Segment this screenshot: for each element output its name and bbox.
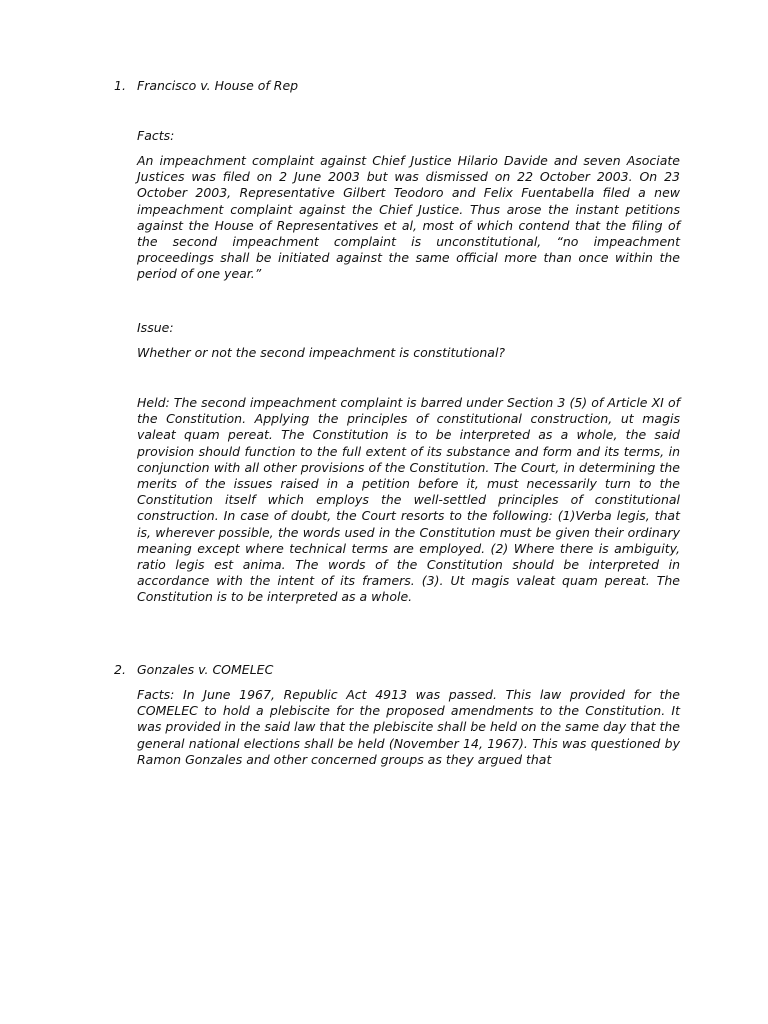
case-1-facts-label: Facts:: [137, 128, 175, 143]
case-2-title: Gonzales v. COMELEC: [137, 662, 274, 677]
case-2-number: 2.: [114, 662, 126, 677]
case-1-number: 1.: [114, 78, 126, 93]
case-1-issue-label: Issue:: [137, 320, 174, 335]
case-1-held-text: Held: The second impeachment complaint is barred under Section 3 (5) of Article XI of the Constitution. Applying the principles of constitutional construction, ut magis valeat quam pereat. The Constitution is to be interpreted as a whole, the said provision should function to the full extent of its substance and form and its terms, in conjunction with all other provisions of the Constitution. The Court, in determining the merits of the issues raised in a petition before it, must necessarily turn to the Constitution itself which employs the well-settled principles of constitutional construction. In case of doubt, the Court resorts to the following: (1)Verba legis, that is, wherever possible, the words used in the Constitution must be given their ordinary meaning except where technical terms are employed. (2) Where there is ambiguity, ratio legis est anima. The words of the Constitution should be interpreted in accordance with the intent of its framers. (3). Ut magis valeat quam pereat. The Constitution is to be interpreted as a whole.: [137, 395, 680, 605]
case-1-issue-text: Whether or not the second impeachment is constitutional?: [137, 345, 506, 360]
case-1-facts-text: An impeachment complaint against Chief Justice Hilario Davide and seven Asociate Justices was filed on 2 June 2003 but was dismissed on 22 October 2003. On 23 October 2003, Representative Gilbert Teodoro and Felix Fuentabella filed a new impeachment complaint against the Chief Justice. Thus arose the instant petitions against the House of Representatives et al, most of which contend that the filing of the second impeachment complaint is unconstitutional, “no impeachment proceedings shall be initiated against the same official more than once within the period of one year.”: [137, 153, 680, 282]
case-1-title: Francisco v. House of Rep: [137, 78, 299, 93]
case-2-facts-text: Facts: In June 1967, Republic Act 4913 was passed. This law provided for the COMELEC to hold a plebiscite for the proposed amendments to the Constitution. It was provided in the said law that the plebiscite shall be held on the same day that the general national elections shall be held (November 14, 1967). This was questioned by Ramon Gonzales and other concerned groups as they argued that: [137, 687, 680, 767]
